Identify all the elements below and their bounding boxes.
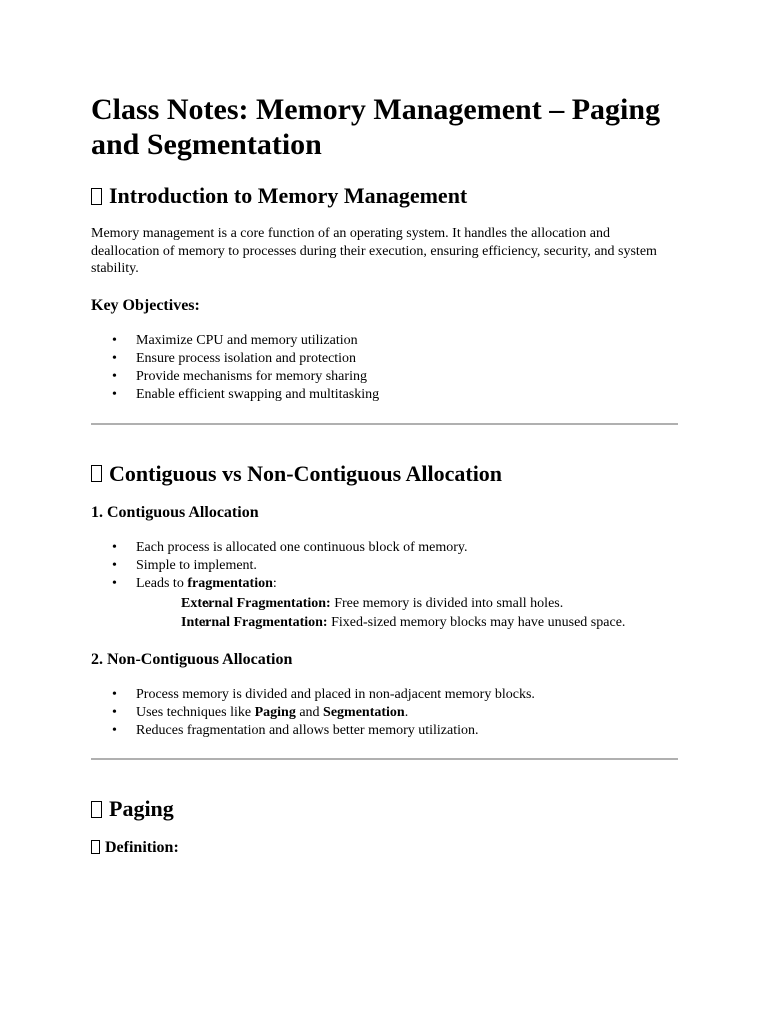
sublist-item <box>136 594 678 613</box>
key-objectives-heading: Key Objectives: <box>91 296 200 314</box>
divider <box>91 423 678 425</box>
bold-term: Internal Fragmentation: <box>181 614 328 630</box>
bold-term: Paging <box>254 704 296 720</box>
definition-heading <box>91 838 678 858</box>
intro-paragraph: Memory management is a core function of an operating system. It handles the allocation and deallocation of memory to processes during their execution, ensuring efficiency, security, and system stability. <box>91 226 657 276</box>
missing-glyph-icon <box>91 188 102 205</box>
list-item: • Process memory is divided and placed in non-adjacent memory blocks. <box>91 686 678 704</box>
missing-glyph-icon <box>91 840 100 854</box>
list-item: • Simple to implement. <box>91 557 678 575</box>
section-heading-intro-text: Introduction to Memory Management <box>109 183 468 208</box>
list-item: • Enable efficient swapping and multitasking <box>91 386 678 404</box>
contiguous-list <box>91 539 678 632</box>
list-item: • Ensure process isolation and protection <box>91 350 678 368</box>
contiguous-heading: 1. Contiguous Allocation <box>91 503 259 521</box>
text: . <box>404 704 409 720</box>
noncontiguous-list <box>91 686 678 741</box>
divider <box>91 758 678 760</box>
objectives-list <box>91 332 678 405</box>
section-heading-paging-text: Paging <box>109 796 174 822</box>
text: Free memory is divided into small holes. <box>330 595 564 611</box>
sublist-item <box>136 613 678 632</box>
text: and <box>295 704 324 720</box>
document-page <box>91 92 678 858</box>
bold-term: External Fragmentation: <box>181 595 331 611</box>
text: Leads to <box>136 576 188 592</box>
missing-glyph-icon <box>91 801 102 818</box>
text: Uses techniques like <box>136 704 255 720</box>
section-heading-allocation <box>91 461 678 487</box>
text: Fixed-sized memory blocks may have unused space. <box>327 614 626 630</box>
list-item: • Maximize CPU and memory utilization <box>91 332 678 350</box>
list-item-fragmentation <box>91 575 678 631</box>
list-item <box>91 704 678 722</box>
text: : <box>272 576 277 592</box>
definition-heading-text: Definition: <box>105 839 179 857</box>
page-title: Class Notes: Memory Management – Paging and Segmentation <box>91 93 661 161</box>
section-heading-paging <box>91 796 678 822</box>
list-item: • Provide mechanisms for memory sharing <box>91 368 678 386</box>
section-heading-allocation-text: Contiguous vs Non-Contiguous Allocation <box>109 460 503 486</box>
bold-term: fragmentation <box>187 576 273 592</box>
noncontiguous-heading: 2. Non-Contiguous Allocation <box>91 650 293 668</box>
fragmentation-sublist <box>136 594 678 632</box>
list-item: • Each process is allocated one continuous block of memory. <box>91 539 678 557</box>
section-heading-intro <box>91 183 678 209</box>
missing-glyph-icon <box>91 465 102 482</box>
list-item: • Reduces fragmentation and allows better memory utilization. <box>91 722 678 740</box>
bold-term: Segmentation <box>323 704 405 720</box>
